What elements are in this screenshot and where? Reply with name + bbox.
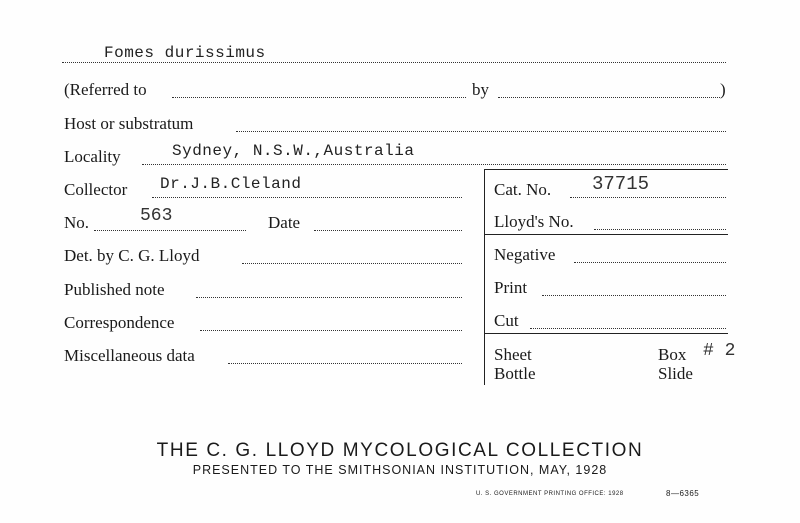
cat-no-value: 37715: [592, 173, 650, 195]
date-label: Date: [268, 213, 301, 232]
locality-label: Locality: [64, 147, 121, 166]
collection-subtitle: PRESENTED TO THE SMITHSONIAN INSTITUTION, MAY, 1928: [192, 463, 608, 477]
cut-label: Cut: [494, 311, 519, 330]
form-number: 8—6365: [666, 489, 700, 498]
det-by-label: Det. by C. G. Lloyd: [64, 246, 200, 265]
det-by-line: [242, 263, 462, 264]
negative-line: [574, 262, 726, 263]
box-value: # 2: [703, 341, 736, 361]
no-label: No.: [64, 213, 90, 232]
locality-value: Sydney, N.S.W.,Australia: [172, 142, 415, 160]
published-note-line: [196, 297, 462, 298]
date-line: [314, 230, 462, 231]
correspondence-label: Correspondence: [64, 313, 175, 332]
cut-divider: [484, 333, 728, 334]
box-middle-border: [484, 234, 728, 235]
lloyds-no-label: Lloyd's No.: [494, 212, 574, 231]
referred-line: [172, 97, 466, 98]
print-label: Print: [494, 278, 528, 297]
box-label: Box: [658, 345, 687, 364]
cat-no-line: [570, 197, 726, 198]
by-line: [498, 97, 720, 98]
lloyds-no-line: [594, 229, 726, 230]
sheet-label: Sheet: [494, 345, 532, 364]
collection-title: THE C. G. LLOYD MYCOLOGICAL COLLECTION: [156, 440, 644, 461]
by-label: by: [472, 80, 489, 99]
collector-value: Dr.J.B.Cleland: [160, 175, 302, 193]
collector-label: Collector: [64, 180, 128, 199]
published-note-label: Published note: [64, 280, 165, 299]
host-line: [236, 131, 726, 132]
referred-label: (Referred to: [64, 80, 147, 99]
collector-line: [152, 197, 462, 198]
specimen-name: Fomes durissimus: [104, 44, 266, 62]
print-line: [542, 295, 726, 296]
slide-label: Slide: [658, 364, 693, 383]
bottle-label: Bottle: [494, 364, 536, 383]
host-label: Host or substratum: [64, 114, 194, 133]
locality-line: [142, 164, 726, 165]
no-value: 563: [140, 206, 173, 226]
cat-no-label: Cat. No.: [494, 180, 552, 199]
no-line: [94, 230, 246, 231]
negative-label: Negative: [494, 245, 556, 264]
box-top-border: [484, 169, 728, 170]
box-left-border: [484, 169, 485, 385]
gpo-imprint: U. S. GOVERNMENT PRINTING OFFICE: 1928: [476, 491, 624, 497]
misc-label: Miscellaneous data: [64, 346, 195, 365]
correspondence-line: [200, 330, 462, 331]
name-line: [62, 62, 726, 63]
cut-line: [530, 328, 726, 329]
close-paren: ): [720, 80, 726, 99]
misc-line: [228, 363, 462, 364]
